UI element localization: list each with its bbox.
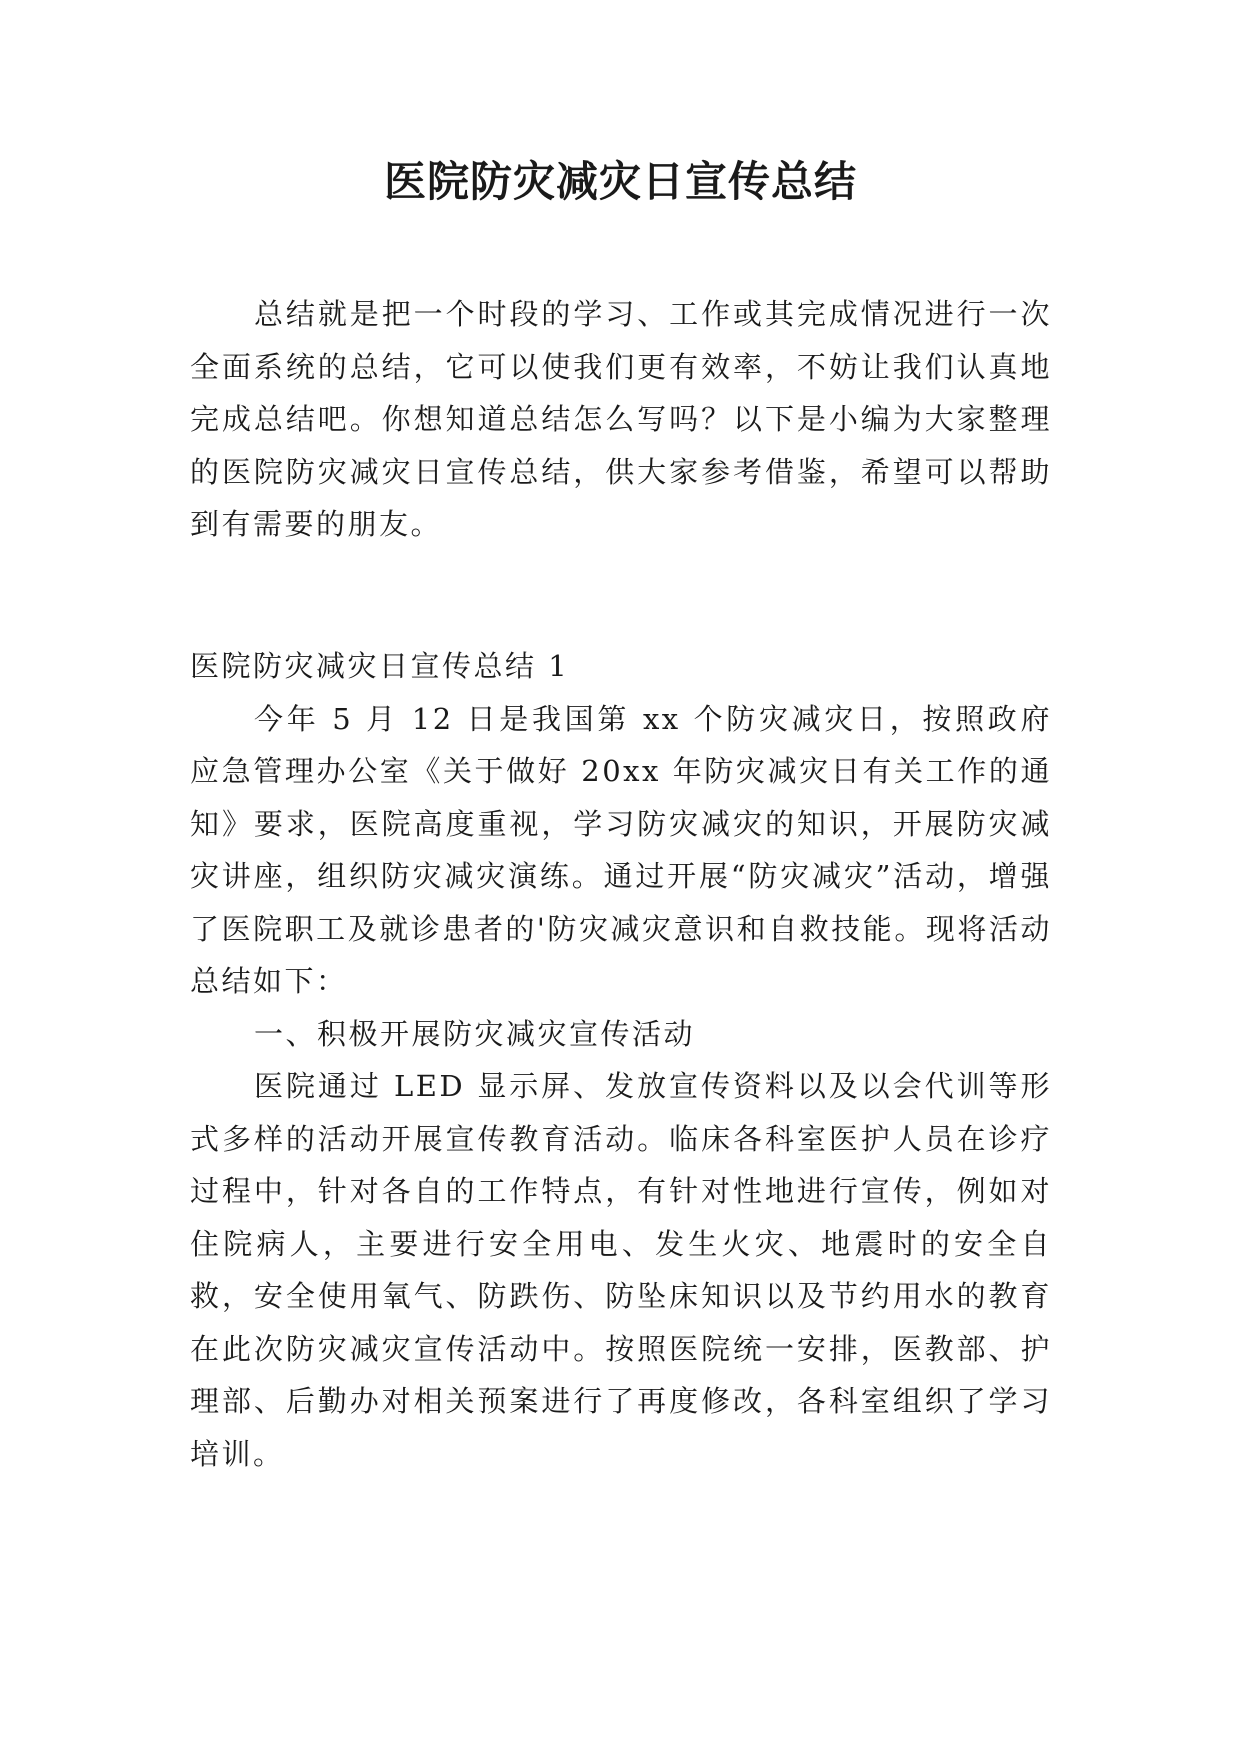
section-paragraph-1: 今年 5 月 12 日是我国第 xx 个防灾减灾日，按照政府应急管理办公室《关于做好 20xx 年防灾减灾日有关工作的通知》要求，医院高度重视，学习防灾减灾的知识，开展防灾减灾讲座，组织防灾减灾演练。通过开展“防灾减灾”活动，增强了医院职工及就诊患者的'防灾减灾意识和自救技能。现将活动总结如下： bbox=[190, 701, 1052, 998]
intro-block bbox=[190, 288, 1052, 551]
subheading-1: 一、积极开展防灾减灾宣传活动 bbox=[254, 1016, 696, 1051]
intro-paragraph: 总结就是把一个时段的学习、工作或其完成情况进行一次全面系统的总结，它可以使我们更有效率，不妨让我们认真地完成总结吧。你想知道总结怎么写吗？以下是小编为大家整理的医院防灾减灾日宣传总结，供大家参考借鉴，希望可以帮助到有需要的朋友。 bbox=[190, 297, 1052, 541]
section-block bbox=[190, 640, 1052, 1480]
section-title: 医院防灾减灾日宣传总结 1 bbox=[190, 649, 570, 683]
section-paragraph-2: 医院通过 LED 显示屏、发放宣传资料以及以会代训等形式多样的活动开展宣传教育活动。临床各科室医护人员在诊疗过程中，针对各自的工作特点，有针对性地进行宣传，例如对住院病人，主要进行安全用电、发生火灾、地震时的安全自救，安全使用氧气、防跌伤、防坠床知识以及节约用水的教育在此次防灾减灾宣传活动中。按照医院统一安排，医教部、护理部、后勤办对相关预案进行了再度修改，各科室组织了学习培训。 bbox=[190, 1069, 1052, 1471]
document-title: 医院防灾减灾日宣传总结 bbox=[383, 157, 857, 206]
